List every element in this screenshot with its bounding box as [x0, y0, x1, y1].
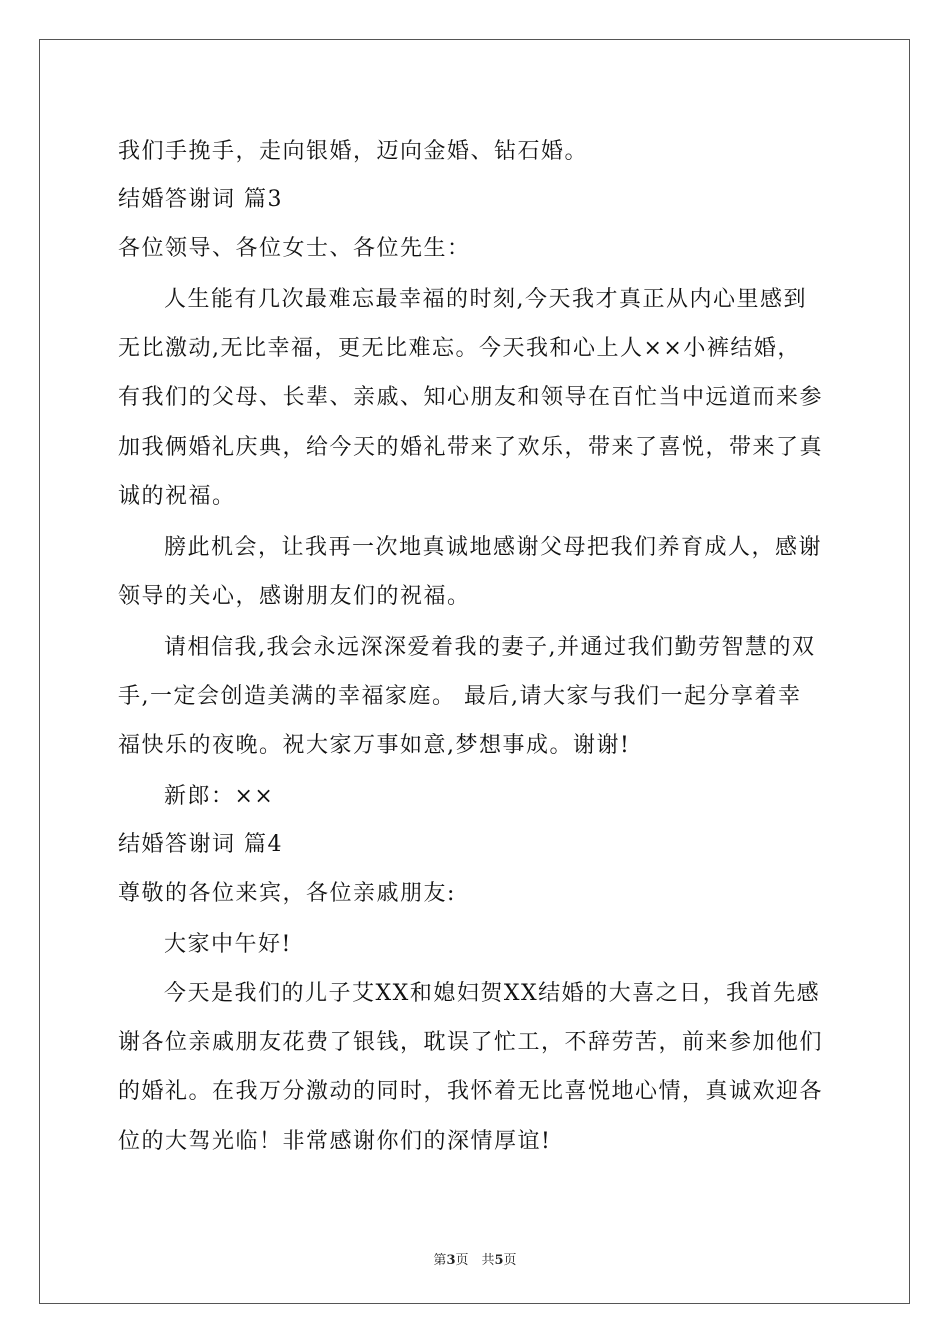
text-line: 我们手挽手，走向银婚，迈向金婚、钻石婚。 — [118, 139, 589, 164]
signature-line: 新郎：×× — [164, 784, 275, 809]
text-line: 请相信我,我会永远深深爱着我的妻子,并通过我们勤劳智慧的双 — [164, 635, 816, 660]
footer-page-current: 3 — [446, 1253, 456, 1268]
text-line: 谢各位亲戚朋友花费了银钱，耽误了忙工，不辞劳苦，前来参加他们 — [118, 1030, 824, 1055]
section-heading: 结婚答谢词 篇3 — [118, 187, 283, 212]
salutation: 尊敬的各位来宾，各位亲戚朋友: — [118, 881, 456, 906]
salutation: 各位领导、各位女士、各位先生： — [118, 236, 471, 261]
text-line: 诚的祝福。 — [118, 484, 236, 509]
text-line: 今天是我们的儿子艾XX和媳妇贺XX结婚的大喜之日，我首先感 — [164, 981, 821, 1006]
text-line: 位的大驾光临！非常感谢你们的深情厚谊! — [118, 1129, 552, 1154]
text-line: 有我们的父母、长辈、亲戚、知心朋友和领导在百忙当中远道而来参 — [118, 385, 824, 410]
text-line: 的婚礼。在我万分激动的同时，我怀着无比喜悦地心情，真诚欢迎各 — [118, 1079, 824, 1104]
page-border — [39, 39, 910, 1304]
footer-prefix: 第 — [433, 1253, 447, 1268]
text-line: 人生能有几次最难忘最幸福的时刻,今天我才真正从内心里感到 — [164, 287, 807, 312]
footer-page-total: 5 — [494, 1253, 504, 1268]
text-line: 无比激动,无比幸福，更无比难忘。今天我和心上人××小裤结婚， — [118, 336, 801, 361]
text-line: 膀此机会，让我再一次地真诚地感谢父母把我们养育成人，感谢 — [164, 535, 823, 560]
footer-suffix: 页 — [503, 1253, 517, 1268]
text-line: 加我俩婚礼庆典，给今天的婚礼带来了欢乐，带来了喜悦，带来了真 — [118, 435, 824, 460]
footer-mid: 页 共 — [455, 1253, 495, 1268]
text-line: 福快乐的夜晚。祝大家万事如意,梦想事成。谢谢! — [118, 733, 631, 758]
text-line: 手,一定会创造美满的幸福家庭。 最后,请大家与我们一起分享着幸 — [118, 684, 802, 709]
section-heading: 结婚答谢词 篇4 — [118, 832, 283, 857]
greeting-line: 大家中午好! — [164, 932, 292, 957]
text-line: 领导的关心，感谢朋友们的祝福。 — [118, 584, 471, 609]
page-footer — [0, 1249, 950, 1268]
